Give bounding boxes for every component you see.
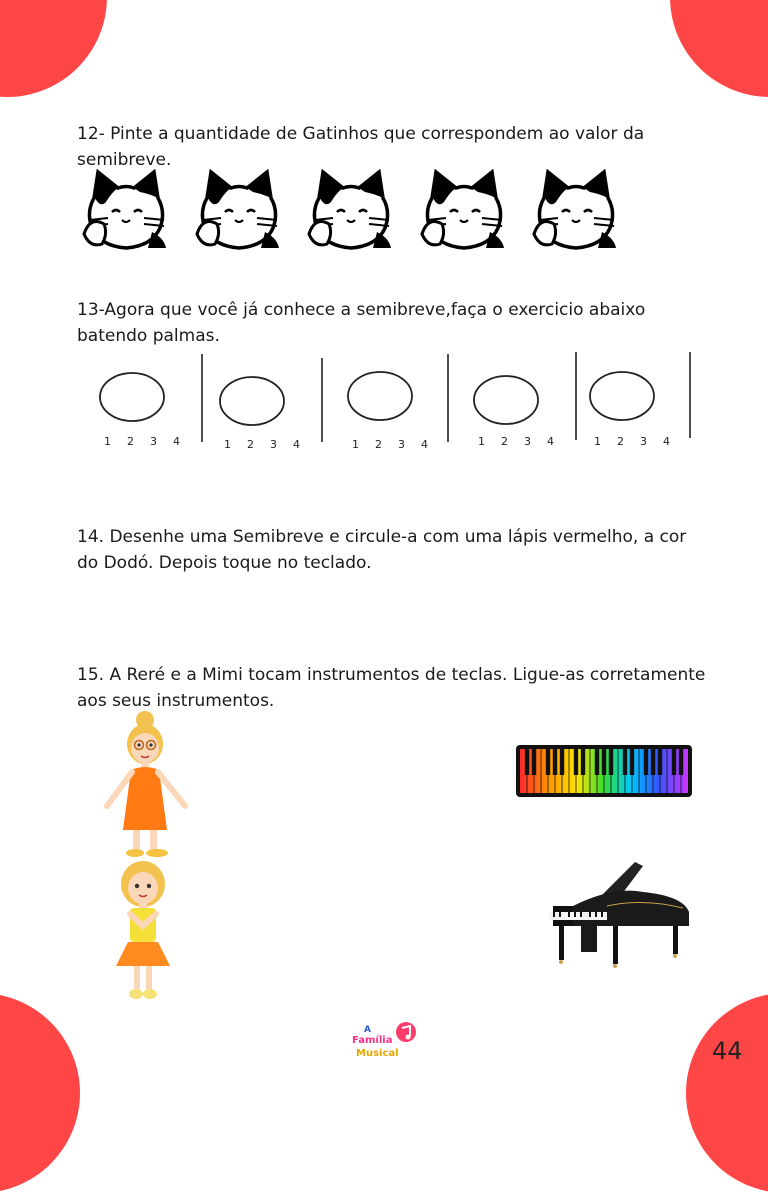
corner-circle-bottom-left: [0, 993, 80, 1193]
beat-number: 3: [640, 435, 647, 448]
question-15-line2: aos seus instrumentos.: [77, 691, 275, 711]
girl-yellow-dress-image: [108, 858, 178, 1006]
beat-number: 2: [247, 438, 254, 451]
logo-text-line3: Musical: [356, 1048, 399, 1059]
rainbow-keyboard-image: [516, 745, 692, 797]
question-14-line1: 14. Desenhe uma Semibreve e circule-a com uma lápis vermelho, a cor: [77, 527, 687, 547]
beat-number: 3: [150, 435, 157, 448]
beat-number: 1: [104, 435, 111, 448]
semibreve-note: [474, 376, 538, 424]
question-15-line1: 15. A Reré e a Mimi tocam instrumentos de teclas. Ligue-as corretamente: [77, 665, 706, 685]
rhythm-exercise: [90, 350, 700, 460]
beat-number: 2: [127, 435, 134, 448]
semibreve-note: [590, 372, 654, 420]
corner-circle-top-right: [670, 0, 768, 97]
girl-orange-dress-image: [95, 708, 195, 860]
beat-number: 3: [398, 438, 405, 451]
beat-number: 4: [421, 438, 428, 451]
cat-face-icon: [532, 168, 620, 250]
beat-number: 4: [663, 435, 670, 448]
semibreve-note: [100, 373, 164, 421]
question-12-line1: 12- Pinte a quantidade de Gatinhos que correspondem ao valor da: [77, 124, 645, 144]
question-13-line1: 13-Agora que você já conhece a semibreve,faça o exercicio abaixo: [77, 300, 646, 320]
beat-number: 3: [524, 435, 531, 448]
cat-face-icon: [420, 168, 508, 250]
cat-face-icon: [82, 168, 170, 250]
grand-piano-image: [543, 856, 693, 968]
question-13: [77, 297, 717, 349]
beat-number: 1: [352, 438, 359, 451]
corner-circle-top-left: [0, 0, 107, 97]
logo-text-line1: A: [364, 1025, 371, 1035]
question-14-line2: do Dodó. Depois toque no teclado.: [77, 553, 372, 573]
semibreve-note: [348, 372, 412, 420]
beat-number: 4: [173, 435, 180, 448]
question-12-line2: semibreve.: [77, 150, 172, 170]
beat-number: 1: [594, 435, 601, 448]
familia-musical-logo: [350, 1020, 422, 1062]
question-13-line2: batendo palmas.: [77, 326, 220, 346]
corner-circle-bottom-right: [686, 993, 768, 1193]
cat-face-icon: [195, 168, 283, 250]
beat-number: 1: [224, 438, 231, 451]
beat-number: 2: [501, 435, 508, 448]
beat-number: 4: [547, 435, 554, 448]
beat-number: 4: [293, 438, 300, 451]
beat-number: 3: [270, 438, 277, 451]
logo-text-line2: Família: [352, 1035, 393, 1046]
beat-number: 1: [478, 435, 485, 448]
question-12: [77, 121, 717, 173]
beat-number: 2: [375, 438, 382, 451]
semibreve-note: [220, 377, 284, 425]
question-14: [77, 524, 717, 576]
cat-row: [82, 168, 622, 250]
page-number: 44: [712, 1037, 743, 1065]
cat-face-icon: [307, 168, 395, 250]
beat-number: 2: [617, 435, 624, 448]
question-15: [77, 662, 717, 714]
